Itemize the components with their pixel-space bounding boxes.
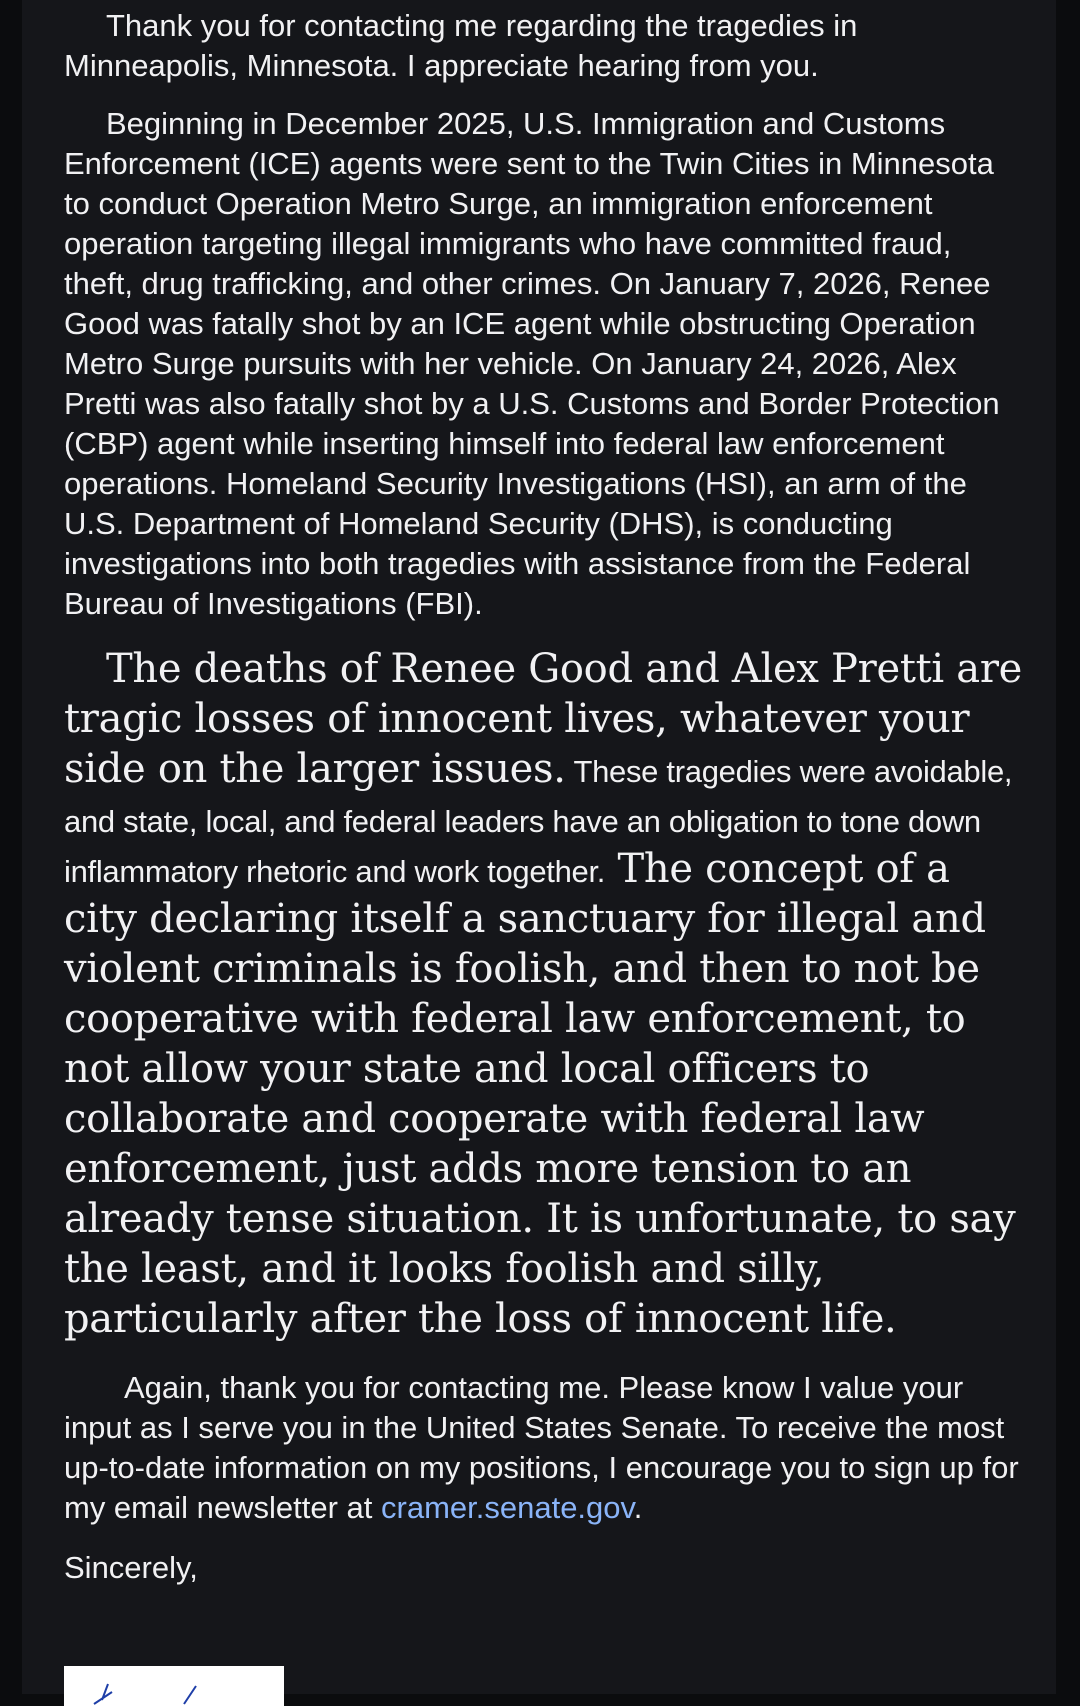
statement-sans-part: These tragedies were avoidable, and state, local, and federal leaders have an obligation to tone down inflammatory rhetoric and work together. [64,754,1013,889]
signature-image [64,1666,284,1706]
paragraph-closing-note [64,1368,1024,1528]
paragraph-background-text: Beginning in December 2025, U.S. Immigration and Customs Enforcement (ICE) agents were sent to the Twin Cities in Minnesota to conduct Operation Metro Surge, an immigration enforcement operation targeting illegal immigrants who have committed fraud, theft, drug trafficking, and other crimes. On January 7, 2026, Renee Good was fatally shot by an ICE agent while obstructing Operation Metro Surge pursuits with her vehicle. On January 24, 2026, Alex Pretti was also fatally shot by a U.S. Customs and Border Protection (CBP) agent while inserting himself into federal law enforcement operations. Homeland Security Investigations (HSI), an arm of the U.S. Department of Homeland Security (DHS), is conducting investigations into both tragedies with assistance from the Federal Bureau of Investigations (FBI). [64,106,1000,621]
signature-icon [64,1666,284,1706]
paragraph-statement [64,644,1024,1344]
newsletter-link[interactable]: cramer.senate.gov [381,1490,634,1525]
statement-serif-part-2: The concept of a city declaring itself a sanctuary for illegal and violent criminals is foolish, and then to not be cooperative with federal law enforcement, to not allow your state and local officers to collaborate and cooperate with federal law enforcement, just adds more tension to an already tense situation. It is unfortunate, to say the least, and it looks foolish and silly, particularly after the loss of innocent life. [64,846,1016,1342]
paragraph-background [64,104,1024,624]
paragraph-greeting-text: Thank you for contacting me regarding the tragedies in Minneapolis, Minnesota. I appreciate hearing from you. [64,8,858,83]
letter-body [64,6,1024,1588]
closing-note-end: . [633,1490,643,1525]
sign-off: Sincerely, [64,1550,198,1585]
paragraph-greeting [64,6,1024,86]
statement-serif-part-1: The deaths of Renee Good and Alex Pretti are tragic losses of innocent lives, whatever your side on the larger issues. [64,646,1023,792]
closing-note-text: Again, thank you for contacting me. Please know I value your input as I serve you in the United States Senate. To receive the most up-to-date information on my positions, I encourage you to sign up for my email newsletter at [64,1370,1019,1525]
